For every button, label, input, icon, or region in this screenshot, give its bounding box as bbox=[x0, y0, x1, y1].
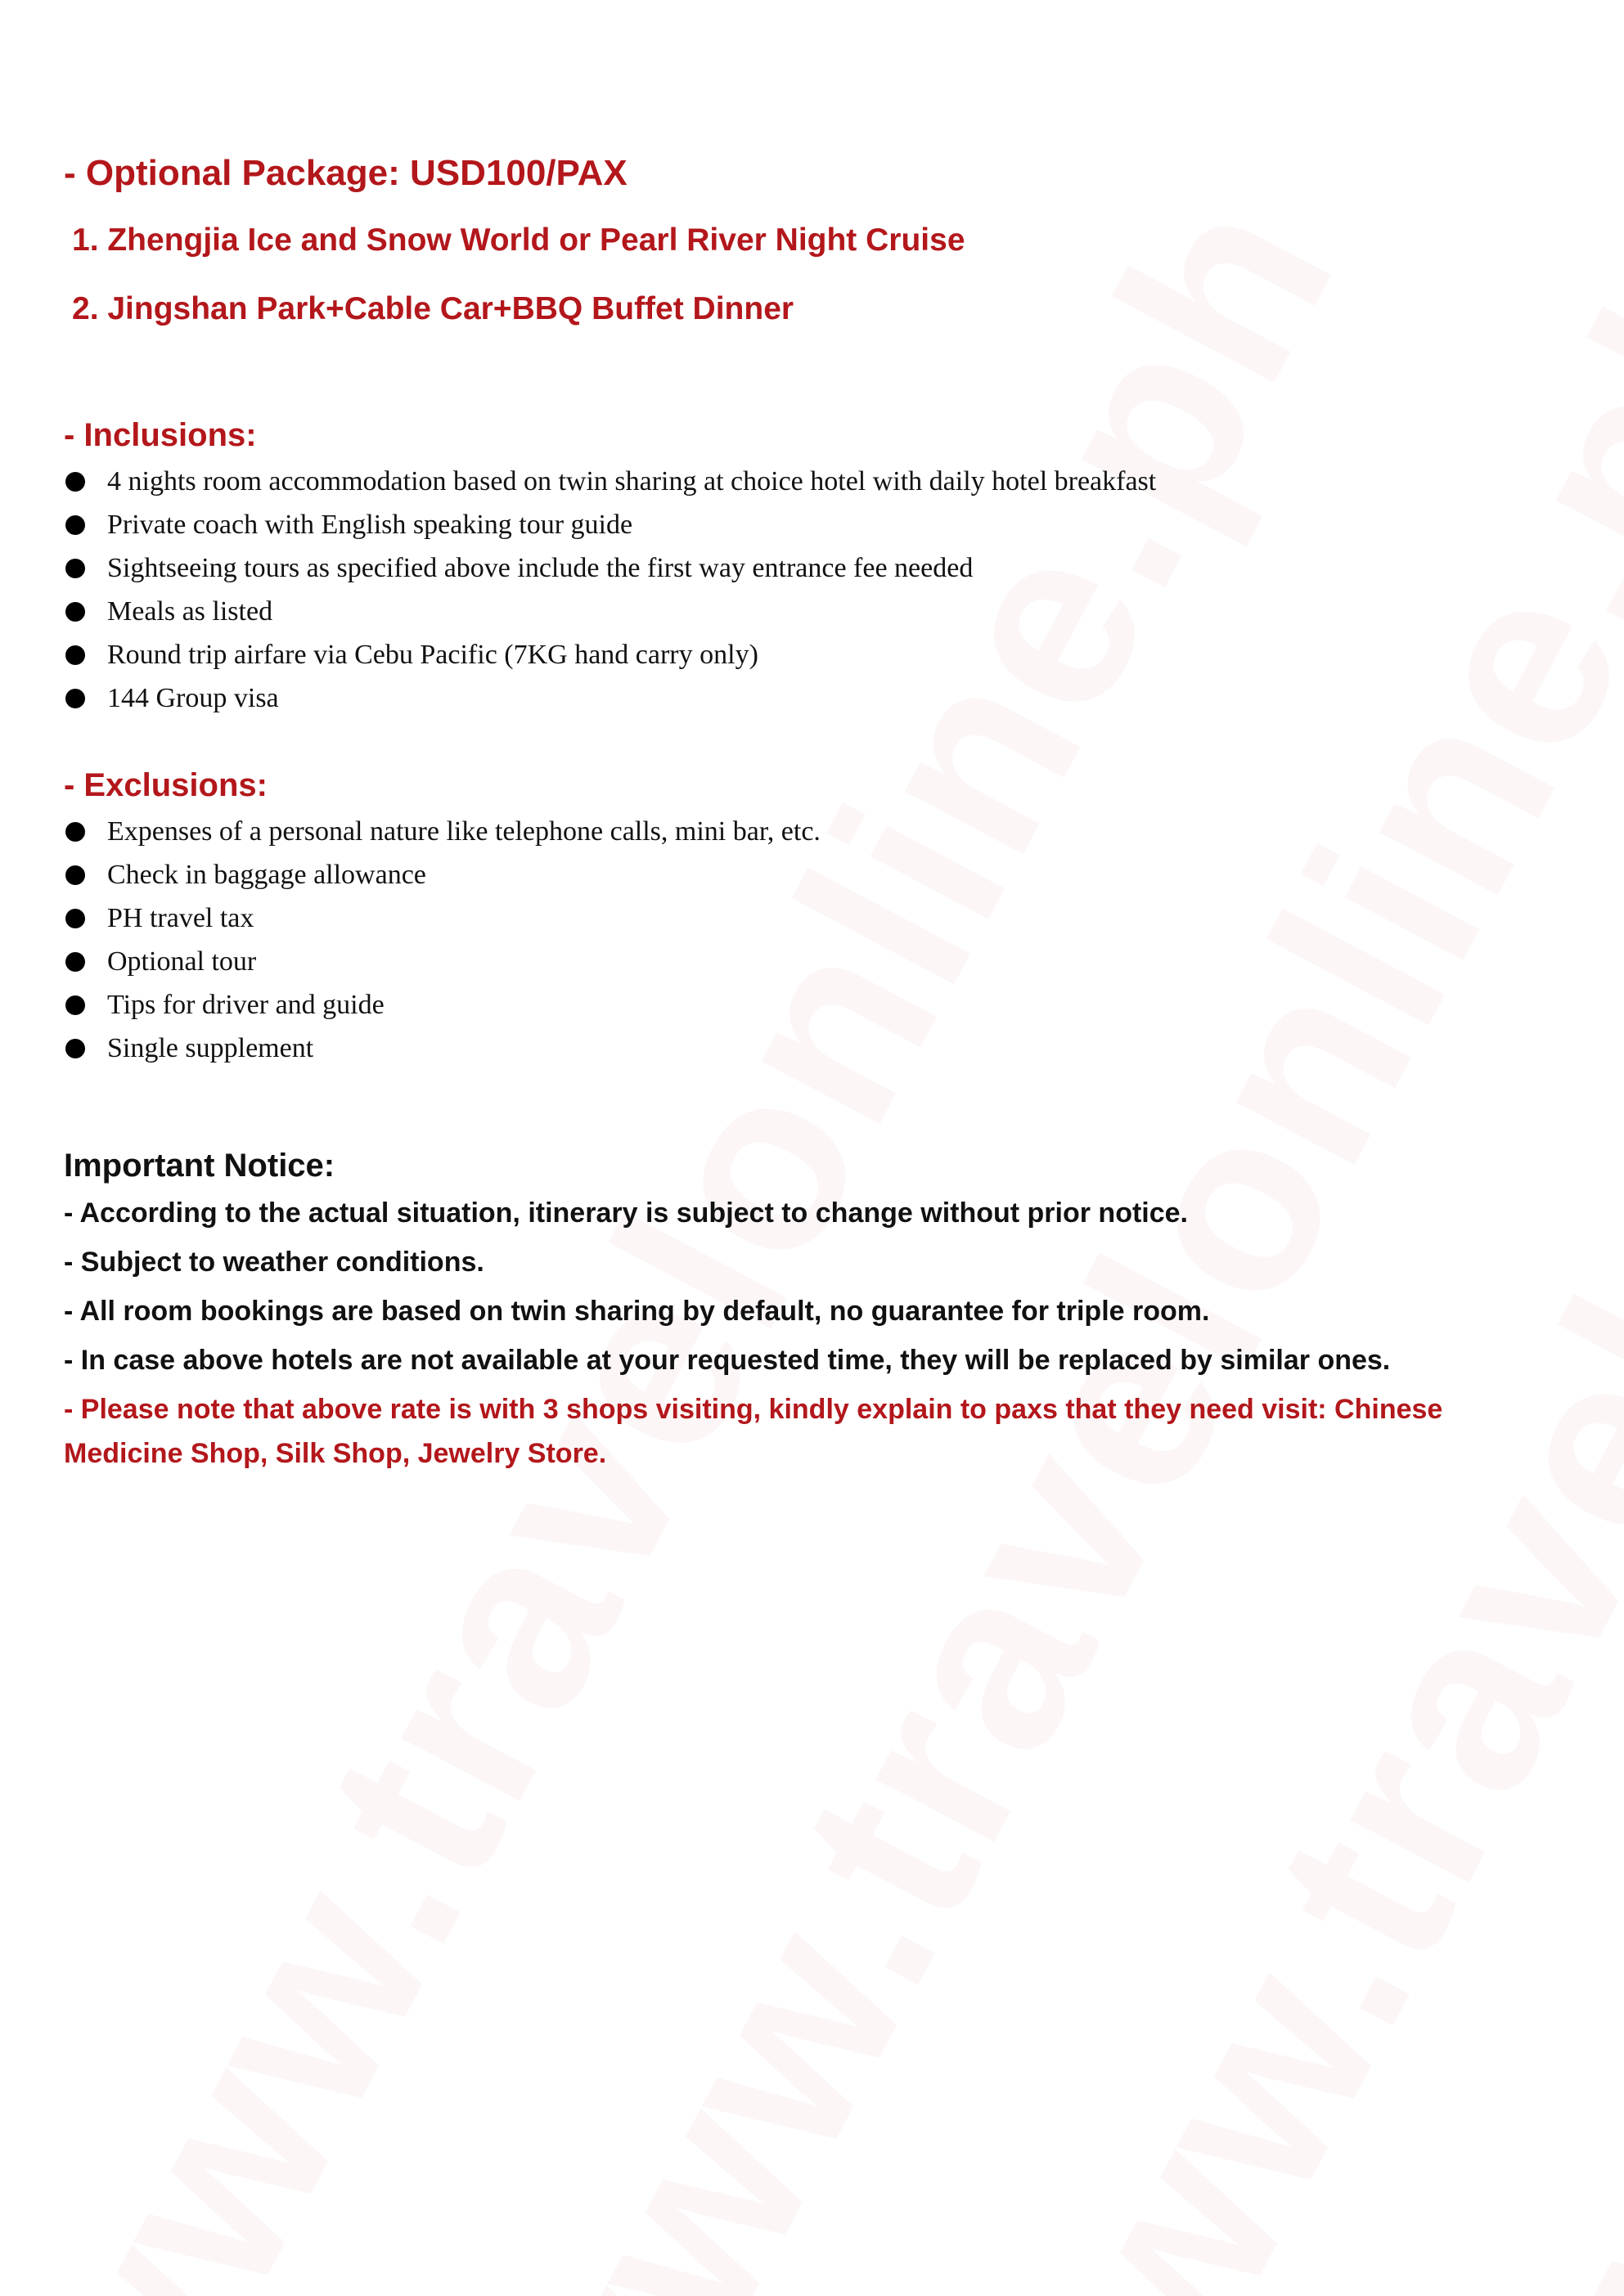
notice-item: - According to the actual situation, itinerary is subject to change without prior notice. bbox=[64, 1197, 1188, 1229]
bullet-icon bbox=[65, 1039, 85, 1058]
notice-item: - Subject to weather conditions. bbox=[64, 1247, 484, 1278]
bullet-icon bbox=[65, 472, 85, 492]
optional-package-item: 1. Zhengjia Ice and Snow World or Pearl River Night Cruise bbox=[72, 222, 965, 258]
bullet-icon bbox=[65, 822, 85, 842]
inclusions-list bbox=[64, 460, 1569, 720]
bullet-icon bbox=[65, 559, 85, 578]
exclusions-list bbox=[64, 810, 1569, 1070]
document-content bbox=[64, 147, 1569, 1480]
inclusion-item: Meals as listed bbox=[64, 590, 1569, 633]
optional-package-item: 2. Jingshan Park+Cable Car+BBQ Buffet Dinner bbox=[72, 291, 794, 326]
inclusion-item: Round trip airfare via Cebu Pacific (7KG hand carry only) bbox=[64, 633, 1569, 676]
inclusions-title: - Inclusions: bbox=[64, 417, 257, 453]
bullet-icon bbox=[65, 865, 85, 885]
bullet-icon bbox=[65, 952, 85, 972]
optional-package-title: - Optional Package: USD100/PAX bbox=[64, 153, 628, 193]
inclusion-item: Sightseeing tours as specified above include the first way entrance fee needed bbox=[64, 546, 1569, 590]
optional-package-list bbox=[64, 218, 1569, 332]
shopping-notice: - Please note that above rate is with 3 shops visiting, kindly explain to paxs that they need visit: Chinese Medicine Shop, Silk Shop, Jewelry Store. bbox=[64, 1394, 1443, 1469]
inclusion-item: 4 nights room accommodation based on twin sharing at choice hotel with daily hotel breakfast bbox=[64, 460, 1569, 503]
exclusions-title: - Exclusions: bbox=[64, 767, 268, 803]
exclusion-item: Expenses of a personal nature like telephone calls, mini bar, etc. bbox=[64, 810, 1569, 853]
exclusion-item: Tips for driver and guide bbox=[64, 983, 1569, 1027]
exclusion-item: Single supplement bbox=[64, 1027, 1569, 1070]
bullet-icon bbox=[65, 995, 85, 1015]
exclusion-item: PH travel tax bbox=[64, 896, 1569, 940]
inclusion-item: 144 Group visa bbox=[64, 676, 1569, 720]
important-notice-title: Important Notice: bbox=[64, 1148, 335, 1184]
notice-item: - In case above hotels are not available at your requested time, they will be replaced by similar ones. bbox=[64, 1345, 1391, 1376]
bullet-icon bbox=[65, 689, 85, 708]
bullet-icon bbox=[65, 909, 85, 928]
exclusion-item: Check in baggage allowance bbox=[64, 853, 1569, 896]
inclusion-item: Private coach with English speaking tour guide bbox=[64, 503, 1569, 546]
bullet-icon bbox=[65, 645, 85, 665]
important-notice-list bbox=[64, 1191, 1569, 1476]
bullet-icon bbox=[65, 602, 85, 622]
exclusion-item: Optional tour bbox=[64, 940, 1569, 983]
notice-item: - All room bookings are based on twin sharing by default, no guarantee for triple room. bbox=[64, 1296, 1210, 1327]
bullet-icon bbox=[65, 515, 85, 535]
